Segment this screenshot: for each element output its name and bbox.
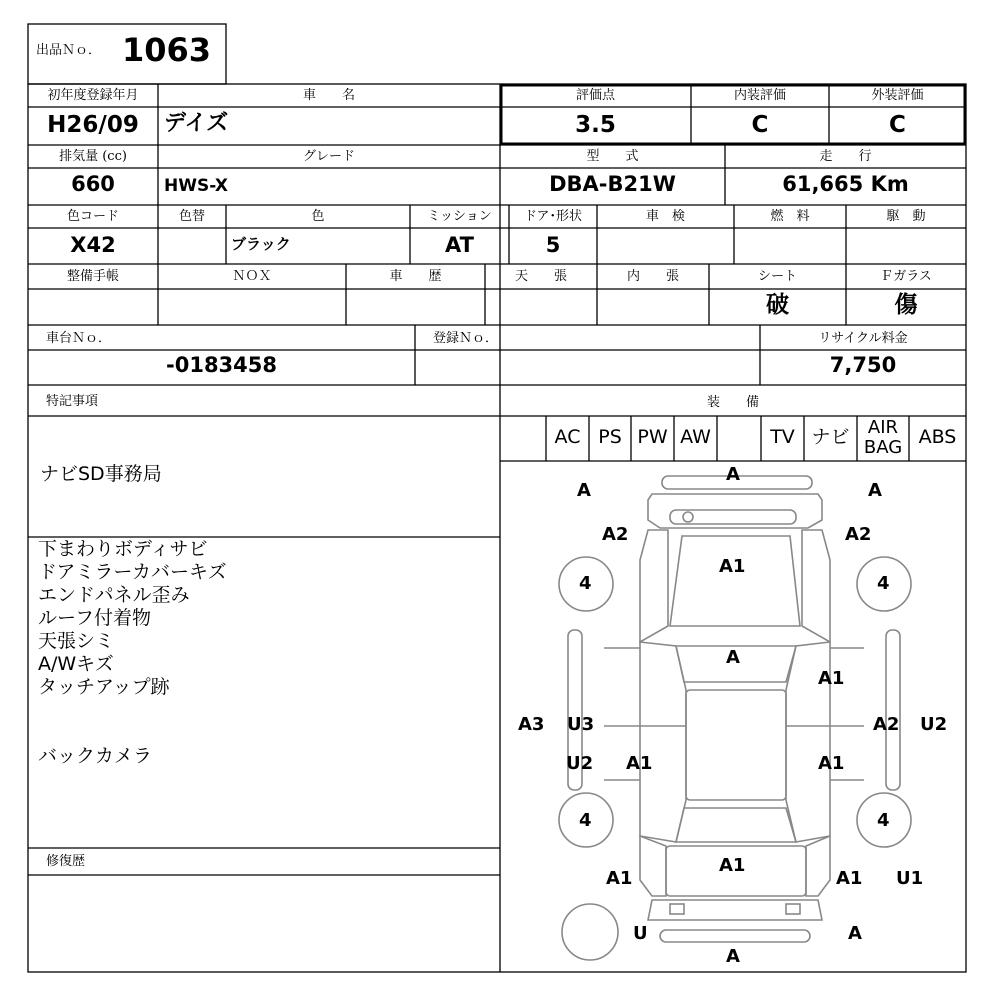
transmission-value: AT [445,233,474,257]
first-registration-label: 初年度登録年月 [47,88,139,103]
inner-panel-label: 内 張 [626,269,679,284]
mark-left-rear-u2: U2 [566,753,594,774]
door-shape-value: 5 [545,233,561,257]
lot-number-label: 出品Ｎｏ． [36,43,102,58]
lot-number: 1063 [122,31,212,69]
door-shape-label: ドア･形状 [523,209,583,224]
transmission-label: ミッション [427,209,492,224]
mark-left-quarter: A1 [606,868,633,889]
mark-rear-left-wheel: 4 [579,810,592,831]
mark-rear-hatch: A1 [719,855,746,876]
inspection-label: 車 検 [645,209,685,224]
color-change-label: 色替 [178,209,205,224]
headliner-label: 天 張 [514,269,567,284]
equipment-label: 装 備 [706,395,759,410]
mark-front-left-wheel: 4 [579,573,592,594]
mark-right-rear-door: A1 [818,753,845,774]
interior-grade-label: 内装評価 [733,88,786,103]
score-label: 評価点 [575,88,615,103]
maintenance-book-label: 整備手帳 [66,269,119,284]
equipment-aw: AW [680,426,711,448]
mark-rear-right-wheel: 4 [877,810,890,831]
model-code-value: DBA-B21W [549,172,676,196]
mark-windshield: A [726,647,740,668]
mark-front-right-wheel: 4 [877,573,890,594]
mark-spare-tire: U [633,923,648,944]
special-notes-label: 特記事項 [46,394,99,409]
mark-right-quarter: A1 [836,868,863,889]
exterior-grade-value: C [889,112,906,138]
fuel-label: 燃 料 [770,209,810,224]
mark-right-fender: A2 [845,524,872,545]
front-glass-label: Ｆガラス [880,269,932,284]
mark-front-left: A [577,480,591,501]
registration-number-label: 登録Ｎｏ． [433,331,499,346]
equipment-navi: ナビ [811,426,850,448]
seat-value: 破 [766,292,789,318]
mark-rear-bumper: A [726,946,740,967]
mark-hood: A1 [719,556,746,577]
model-code-label: 型 式 [586,149,639,164]
repair-history-label: 修復歴 [46,854,86,869]
mark-right-front-door: A1 [818,668,845,689]
car-name-label: 車 名 [302,88,355,103]
grade-label: グレード [302,149,355,164]
mark-left-rear-door: A1 [626,753,653,774]
mileage-value: 61,665 Km [782,172,909,196]
color-code-value: X42 [70,233,116,257]
equipment-abs: ABS [918,426,957,448]
first-registration-value: H26/09 [47,112,139,138]
equipment-ac: AC [554,426,581,448]
color-code-label: 色コード [66,209,119,224]
mark-left-rocker-a3: A3 [518,714,545,735]
drive-label: 駆 動 [886,209,926,224]
mark-right-rocker-a2: A2 [873,714,900,735]
mark-front-bumper: A [726,464,740,485]
equipment-pw: PW [637,426,668,448]
mark-left-fender: A2 [602,524,629,545]
interior-grade-value: C [751,112,769,138]
seat-label: シート [757,269,797,284]
mark-rear-right: A [848,923,862,944]
recycle-fee-label: リサイクル料金 [818,331,908,346]
mileage-label: 走 行 [819,149,872,164]
equipment-airbag: AIR BAG [863,417,903,458]
exterior-grade-label: 外装評価 [871,88,924,103]
nox-label: ＮＯＸ [232,269,272,284]
displacement-label: 排気量 (cc) [59,149,127,164]
car-name-value: デイズ [164,111,229,136]
mark-left-rocker-u3: U3 [567,714,595,735]
chassis-number-label: 車台Ｎｏ． [46,331,112,346]
mark-right-rocker-u2: U2 [920,714,948,735]
recycle-fee-value: 7,750 [829,353,897,377]
mark-front-right: A [868,480,882,501]
score-value: 3.5 [575,112,616,138]
special-notes-main: ナビSD事務局 [40,463,162,485]
mark-right-quarter-u1: U1 [896,868,924,889]
equipment-tv: TV [770,426,795,448]
displacement-value: 660 [71,172,115,196]
equipment-ps: PS [598,426,622,448]
chassis-number-value: -0183458 [166,353,277,377]
front-glass-value: 傷 [894,292,918,318]
grade-value: HWS-X [164,176,228,196]
color-value: ブラック [231,235,291,253]
vehicle-history-label: 車 歴 [389,269,442,284]
color-label: 色 [311,209,325,224]
special-notes-detail: 下まわりボディサビ ドアミラーカバーキズ エンドパネル歪み ルーフ付着物 天張シミ A/Wキズ タッチアップ跡 バックカメラ [38,538,227,767]
